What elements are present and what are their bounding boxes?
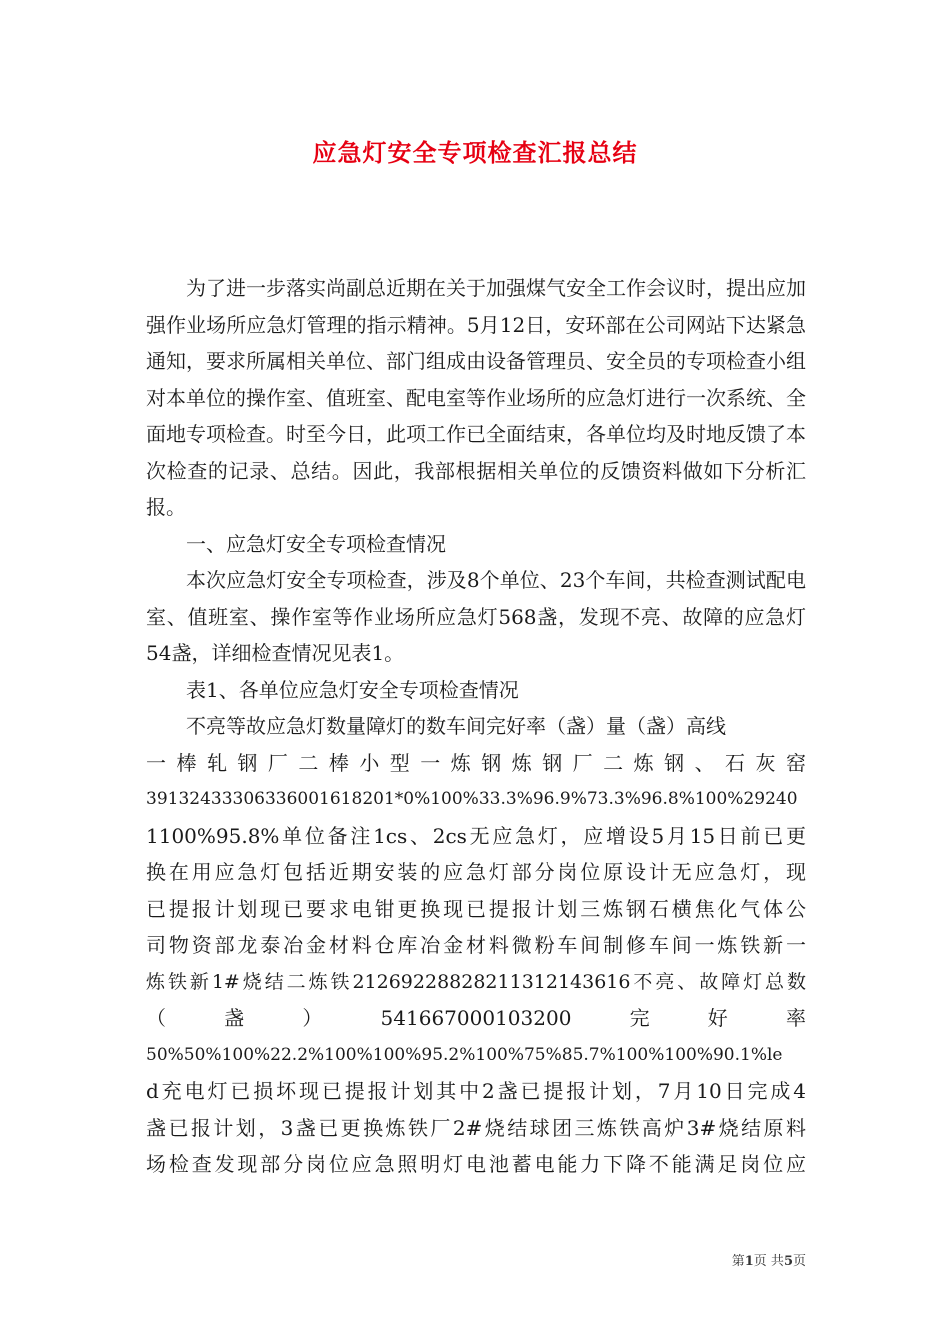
table-text-line: 已提报计划现已要求电钳更换现已提报计划三炼钢石横焦化气体公: [146, 896, 806, 921]
section-heading: 一、应急灯安全专项检查情况: [186, 531, 446, 556]
document-body: [146, 270, 806, 1183]
paragraph-summary: 本次应急灯安全专项检查，涉及8个单位、23个车间，共检查测试配电室、值班室、操作室等作业场所应急灯568盏，发现不亮、故障的应急灯54盏，详细检查情况见表1。: [146, 568, 806, 665]
footer-suffix: 页: [792, 1254, 806, 1269]
table-text-line: 盏已报计划，3盏已更换炼铁厂2#烧结球团三炼铁高炉3#烧结原料: [146, 1115, 806, 1140]
table-text-line: 换在用应急灯包括近期安装的应急灯部分岗位原设计无应急灯，现: [146, 860, 806, 884]
footer-middle: 页 共: [753, 1254, 784, 1269]
table-text-line: 司物资部龙泰冶金材料仓库冶金材料微粉车间制修车间一炼铁新一: [146, 933, 806, 957]
page-footer: [690, 1250, 806, 1269]
paragraph-intro: 为了进一步落实尚副总近期在关于加强煤气安全工作会议时，提出应加强作业场所应急灯管理的指示精神。5月12日，安环部在公司网站下达紧急通知，要求所属相关单位、部门组成由设备管理员、安全员的专项检查小组对本单位的操作室、值班室、配电室等作业场所的应急灯进行一次系统、全面地专项检查。时至今日，此项工作已全面结束，各单位均及时地反馈了本次检查的记录、总结。因此，我部根据相关单位的反馈资料做如下分析汇报。: [146, 276, 806, 519]
footer-page-number: 1: [744, 1254, 754, 1269]
table-text-line: 场检查发现部分岗位应急照明灯电池蓄电能力下降不能满足岗位应: [146, 1152, 806, 1176]
table-text-line: 炼铁新1#烧结二炼铁21269228828211312143616不亮、故障灯总数: [146, 970, 806, 993]
table-text-line: （盏）541667000103200完好率: [146, 1006, 806, 1030]
document-title: 应急灯安全专项检查汇报总结: [312, 138, 638, 167]
table-text-line: 1100%95.8%单位备注1cs、2cs无应急灯，应增设5月15日前已更: [146, 823, 806, 848]
footer-total-pages: 5: [783, 1254, 793, 1269]
table-text-line: 50%50%100%22.2%100%100%95.2%100%75%85.7%100%100%90.1%le: [146, 1044, 783, 1065]
table-text-line: d充电灯已损坏现已提报计划其中2盏已提报计划，7月10日完成4: [146, 1079, 806, 1103]
table-text-line: 不亮等故应急灯数量障灯的数车间完好率（盏）量（盏）高线: [186, 714, 726, 738]
flattened-table-text: [146, 708, 806, 1183]
table-caption: 表1、各单位应急灯安全专项检查情况: [186, 677, 519, 702]
footer-prefix: 第: [731, 1254, 745, 1269]
table-text-line: 一棒轧钢厂二棒小型一炼钢炼钢厂二炼钢、石灰窑: [146, 750, 806, 775]
table-text-line: 39132433306336001618201*0%100%33.3%96.9%73.3%96.8%100%29240: [146, 789, 798, 809]
